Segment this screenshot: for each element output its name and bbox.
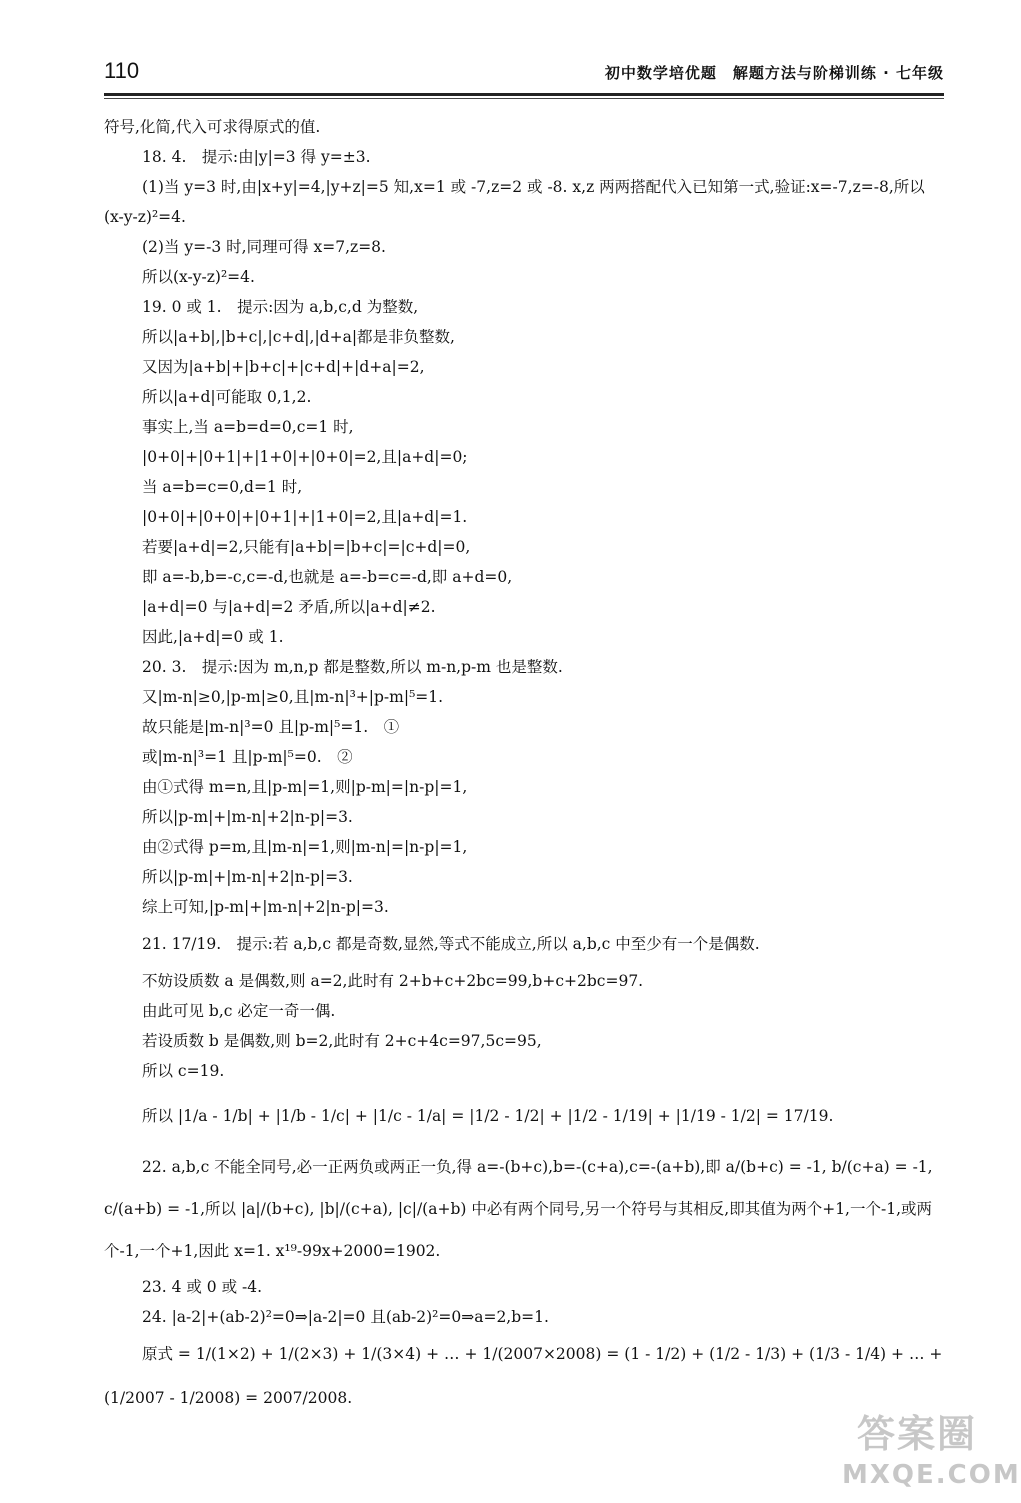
running-title: 初中数学培优题 解题方法与阶梯训练 · 七年级 (604, 64, 944, 82)
problem-24-answer: 24. |a-2|+(ab-2)²=0⇒|a-2|=0 且(ab-2)²=0⇒a=2,b=1. (142, 1308, 549, 1326)
text-line: 所以|a+d|可能取 0,1,2. (142, 388, 312, 406)
page-header (104, 58, 944, 88)
header-rule (104, 93, 944, 96)
text-line: 所以|a+b|,|b+c|,|c+d|,|d+a|都是非负整数, (142, 328, 455, 346)
problem-21-answer: 21. 17/19. 提示:若 a,b,c 都是奇数,显然,等式不能成立,所以 a,b,c 中至少有一个是偶数. (142, 935, 760, 953)
text-line: 符号,化简,代入可求得原式的值. (104, 118, 321, 136)
text-line: 又|m-n|≥0,|p-m|≥0,且|m-n|³+|p-m|⁵=1. (142, 688, 444, 706)
problem-22-answer: 22. a,b,c 不能全同号,必一正两负或两正一负,得 a=-(b+c),b=-(c+a),c=-(a+b),即 a/(b+c) = -1, b/(c+a) = -1, c/(a+b) = -1,所以 |a|/(b+c), |b|/(c+a), |c|/(a+b) 中必有两个同号,另一个符号与其相反,即其值为两个+1,一个-1,或两个-1,一个+1,因此 x=1. x¹⁹-99x+2000=1902. (104, 1158, 933, 1260)
text-line: (2)当 y=-3 时,同理可得 x=7,z=8. (142, 238, 386, 256)
text-line: 当 a=b=c=0,d=1 时, (142, 478, 303, 496)
text-line: 由②式得 p=m,且|m-n|=1,则|m-n|=|n-p|=1, (142, 838, 468, 856)
text-line: 所以 c=19. (142, 1062, 225, 1080)
formula-line: 原式 = 1/(1×2) + 1/(2×3) + 1/(3×4) + … + 1/(2007×2008) = (1 - 1/2) + (1/2 - 1/3) + (1/3 - 1/4) + … + (1/2007 - 1/2008) = 2007/2008. (104, 1345, 943, 1407)
text-line: 又因为|a+b|+|b+c|+|c+d|+|d+a|=2, (142, 358, 425, 376)
text-line: 所以|p-m|+|m-n|+2|n-p|=3. (142, 808, 353, 826)
solutions-text (104, 112, 944, 1420)
page-number: 110 (104, 58, 140, 83)
text-line: 或|m-n|³=1 且|p-m|⁵=0. ② (142, 748, 353, 766)
problem-20-answer: 20. 3. 提示:因为 m,n,p 都是整数,所以 m-n,p-m 也是整数. (142, 658, 563, 676)
problem-18-answer: 18. 4. 提示:由|y|=3 得 y=±3. (142, 148, 371, 166)
text-line: 事实上,当 a=b=d=0,c=1 时, (142, 418, 354, 436)
text-line: 不妨设质数 a 是偶数,则 a=2,此时有 2+b+c+2bc=99,b+c+2bc=97. (142, 972, 644, 990)
formula-line: 所以 |1/a - 1/b| + |1/b - 1/c| + |1/c - 1/a| = |1/2 - 1/2| + |1/2 - 1/19| + |1/19 - 1/2| = 17/19. (142, 1107, 834, 1125)
text-line: 故只能是|m-n|³=0 且|p-m|⁵=1. ① (142, 718, 400, 736)
text-line: |0+0|+|0+1|+|1+0|+|0+0|=2,且|a+d|=0; (142, 448, 468, 466)
watermark-logo-text: 答案圈 (856, 1412, 977, 1456)
text-line: |a+d|=0 与|a+d|=2 矛盾,所以|a+d|≠2. (142, 598, 436, 616)
text-line: 因此,|a+d|=0 或 1. (142, 628, 284, 646)
problem-19-answer: 19. 0 或 1. 提示:因为 a,b,c,d 为整数, (142, 298, 419, 316)
watermark-domain: MXQE.COM (842, 1460, 1021, 1490)
text-line: 若设质数 b 是偶数,则 b=2,此时有 2+c+4c=97,5c=95, (142, 1032, 542, 1050)
problem-23-answer: 23. 4 或 0 或 -4. (142, 1278, 263, 1296)
text-line: 所以(x-y-z)²=4. (142, 268, 255, 286)
text-line: |0+0|+|0+0|+|0+1|+|1+0|=2,且|a+d|=1. (142, 508, 468, 526)
text-line: 由此可见 b,c 必定一奇一偶. (142, 1002, 336, 1020)
header-rule-thin (104, 98, 944, 99)
site-watermark (842, 1409, 1021, 1499)
text-line: (1)当 y=3 时,由|x+y|=4,|y+z|=5 知,x=1 或 -7,z=2 或 -8. x,z 两两搭配代入已知第一式,验证:x=-7,z=-8,所以(x-y-z)²=4. (104, 178, 925, 226)
text-line: 所以|p-m|+|m-n|+2|n-p|=3. (142, 868, 353, 886)
text-line: 若要|a+d|=2,只能有|a+b|=|b+c|=|c+d|=0, (142, 538, 471, 556)
text-line: 综上可知,|p-m|+|m-n|+2|n-p|=3. (142, 898, 389, 916)
text-line: 由①式得 m=n,且|p-m|=1,则|p-m|=|n-p|=1, (142, 778, 468, 796)
text-line: 即 a=-b,b=-c,c=-d,也就是 a=-b=c=-d,即 a+d=0, (142, 568, 513, 586)
